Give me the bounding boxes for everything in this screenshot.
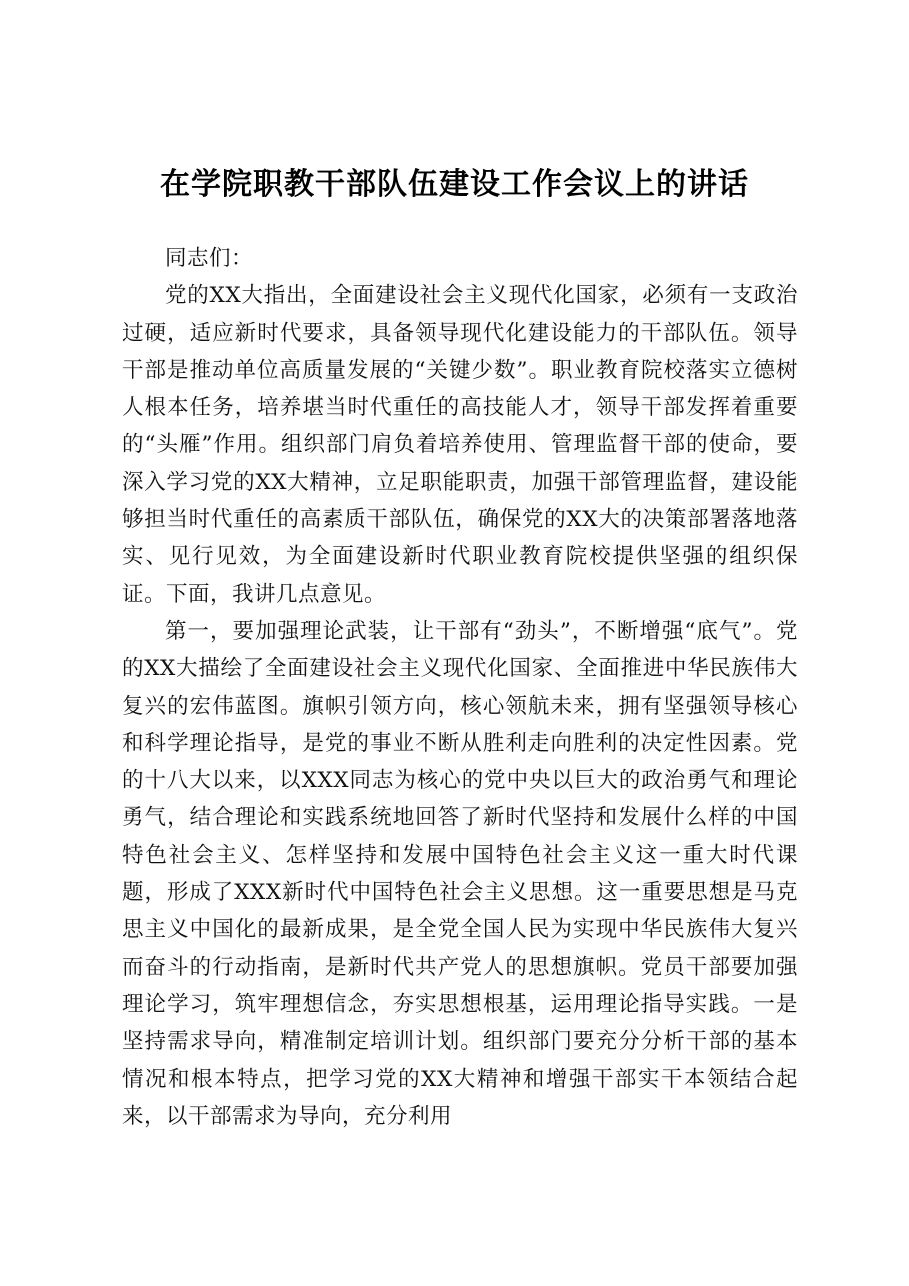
paragraph-first-point: 第一，要加强理论武装，让干部有“劲头”，不断增强“底气”。党的XX大描绘了全面建设社会主义现代化国家、全面推进中华民族伟大复兴的宏伟蓝图。旗帜引领方向，核心领航未来，拥有坚强领导核心和科学理论指导，是党的事业不断从胜利走向胜利的决定性因素。党的十八大以来，以XXX同志为核心的党中央以巨大的政治勇气和理论勇气，结合理论和实践系统地回答了新时代坚持和发展什么样的中国特色社会主义、怎样坚持和发展中国特色社会主义这一重大时代课题，形成了XXX新时代中国特色社会主义思想。这一重要思想是马克思主义中国化的最新成果，是全党全国人民为实现中华民族伟大复兴而奋斗的行动指南，是新时代共产党人的思想旗帜。党员干部要加强理论学习，筑牢理想信念，夯实思想根基，运用理论指导实践。一是坚持需求导向，精准制定培训计划。组织部门要充分分析干部的基本情况和根本特点，把学习党的XX大精神和增强干部实干本领结合起来，以干部需求为导向，充分利用 [122,618,798,1129]
document-body [122,240,798,1135]
salutation: 同志们： [165,246,254,271]
document-title: 在学院职教干部队伍建设工作会议上的讲话 [160,167,749,202]
paragraph-intro: 党的XX大指出，全面建设社会主义现代化国家，必须有一支政治过硬，适应新时代要求，具备领导现代化建设能力的干部队伍。领导干部是推动单位高质量发展的“关键少数”。职业教育院校落实立德树人根本任务，培养堪当时代重任的高技能人才，领导干部发挥着重要的“头雁”作用。组织部门肩负着培养使用、管理监督干部的使命，要深入学习党的XX大精神，立足职能职责，加强干部管理监督，建设能够担当时代重任的高素质干部队伍，确保党的XX大的决策部署落地落实、见行见效，为全面建设新时代职业教育院校提供坚强的组织保证。下面，我讲几点意见。 [122,283,798,607]
